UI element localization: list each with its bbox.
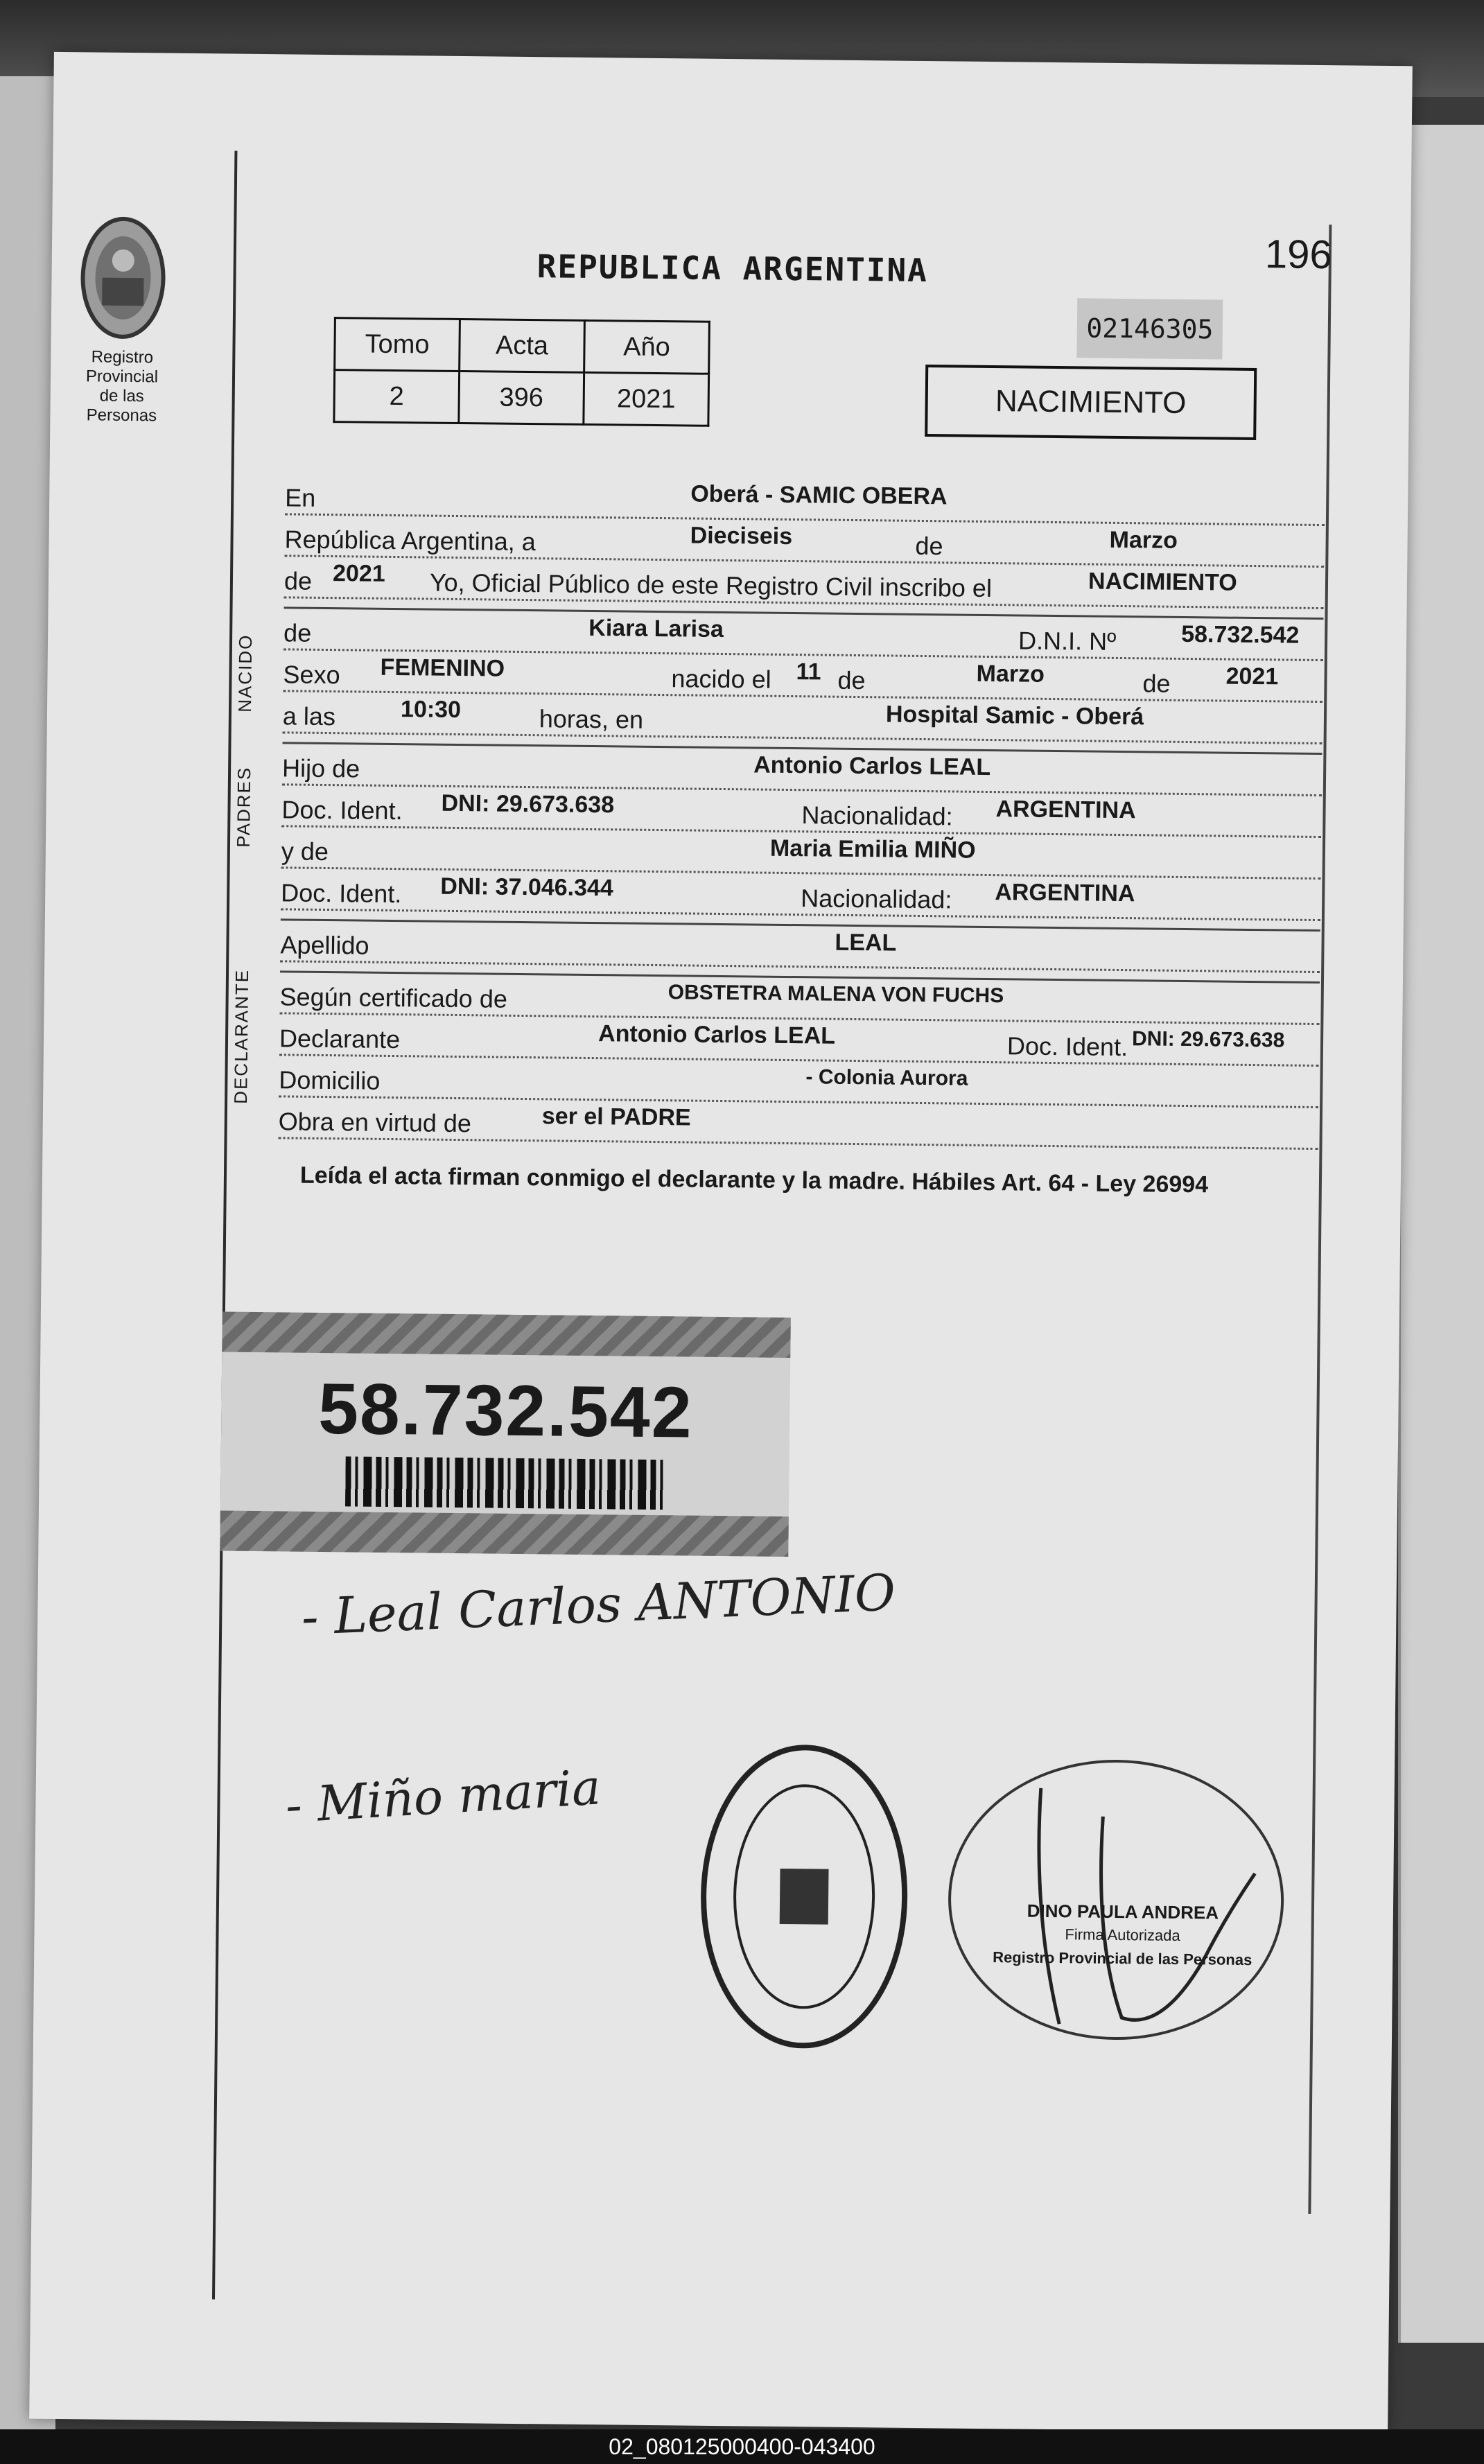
table-header-tomo: Tomo <box>335 318 460 372</box>
birth-time: 10:30 <box>400 696 462 724</box>
sex-value: FEMENINO <box>380 654 505 682</box>
de-label-3: de <box>1142 669 1171 698</box>
officer-signature-stamp <box>934 1704 1298 2068</box>
horas-label: horas, en <box>539 704 644 734</box>
officer-registry: Registro Provincial de las Personas <box>993 1948 1252 1969</box>
father-signature: - Leal Carlos ANTONIO <box>300 1563 897 1647</box>
officer-role: Firma Autorizada <box>1065 1925 1180 1944</box>
father-doc-label: Doc. Ident. <box>281 795 403 825</box>
padres-section <box>232 744 1322 921</box>
mother-doc: DNI: 37.046.344 <box>440 873 614 902</box>
table-header-acta: Acta <box>460 319 585 372</box>
sexo-label: Sexo <box>283 660 340 690</box>
birth-record-form <box>230 473 1325 1150</box>
dni-sticker-number: 58.732.542 <box>317 1368 694 1453</box>
signature-scribble-icon <box>934 1704 1298 2068</box>
registry-caption-2: de las Personas <box>86 386 157 426</box>
registry-round-stamp <box>692 1729 917 2064</box>
surname-value: LEAL <box>835 929 897 956</box>
declarante-section <box>230 968 1320 1150</box>
hijo-de-label: Hijo de <box>281 753 360 783</box>
address-value: - Colonia Aurora <box>805 1065 968 1090</box>
father-nationality-label: Nacionalidad: <box>801 801 953 831</box>
declarant-name: Antonio Carlos LEAL <box>597 1020 836 1049</box>
table-value-tomo: 2 <box>334 370 460 423</box>
province-seal <box>69 211 175 426</box>
registry-table <box>333 317 710 427</box>
father-nationality: ARGENTINA <box>995 796 1136 824</box>
sticker-band-bottom <box>220 1510 789 1557</box>
day-value: Dieciseis <box>690 522 793 550</box>
reason-value: ser el PADRE <box>541 1103 691 1131</box>
serial-stamp: 02146305 <box>1076 298 1223 359</box>
birth-day: 11 <box>796 658 821 685</box>
dni-label: D.N.I. Nº <box>1018 626 1117 656</box>
de-label-2: de <box>837 665 866 695</box>
mother-nationality: ARGENTINA <box>995 879 1135 907</box>
de-year-label: de <box>283 566 313 595</box>
child-name: Kiara Larisa <box>588 614 724 643</box>
officer-text: Yo, Oficial Público de este Registro Civil inscribo el <box>429 568 993 603</box>
place-value: Oberá - SAMIC OBERA <box>690 480 948 510</box>
year-value: 2021 <box>332 560 385 587</box>
registered-type: NACIMIENTO <box>1088 568 1237 596</box>
de-label: de <box>915 531 943 561</box>
birth-year: 2021 <box>1225 663 1279 690</box>
registry-caption-1: Registro Provincial <box>85 347 159 387</box>
nacido-side-label: NACIDO <box>234 634 256 713</box>
padres-side-label: PADRES <box>232 766 255 848</box>
table-value-ano: 2021 <box>584 372 709 426</box>
apellido-label: Apellido <box>280 930 369 960</box>
closing-statement: Leída el acta firman conmigo el declarante y la madre. Hábiles Art. 64 - Ley 26994 <box>299 1162 1209 1198</box>
barcode-icon <box>345 1456 665 1510</box>
frame-left-rule <box>212 151 237 2300</box>
nacido-el-label: nacido el <box>671 664 771 694</box>
officer-name: DINO PAULA ANDREA <box>1027 1900 1219 1923</box>
declarant-doc-label: Doc. Ident. <box>1006 1031 1128 1062</box>
mother-nationality-label: Nacionalidad: <box>800 884 952 914</box>
round-seal-icon <box>692 1729 917 2064</box>
domicilio-label: Domicilio <box>279 1065 381 1095</box>
y-de-label: y de <box>281 837 329 866</box>
declarant-doc: DNI: 29.673.638 <box>1131 1027 1285 1052</box>
certificado-label: Según certificado de <box>279 982 508 1013</box>
dni-sticker <box>220 1311 791 1557</box>
document-title: REPUBLICA ARGENTINA <box>536 247 929 290</box>
table-header-ano: Año <box>584 320 710 374</box>
mother-doc-label: Doc. Ident. <box>281 878 402 909</box>
footer-code: 02_080125000400-043400 <box>0 2429 1484 2464</box>
page-number: 196 <box>1264 231 1333 278</box>
declarante-side-label: DECLARANTE <box>230 968 253 1104</box>
declarante-label: Declarante <box>279 1024 401 1054</box>
birth-place: Hospital Samic - Oberá <box>885 701 1144 731</box>
table-value-acta: 396 <box>459 371 584 424</box>
republic-label: República Argentina, a <box>284 525 536 557</box>
month-value: Marzo <box>1109 526 1178 554</box>
act-type-box: NACIMIENTO <box>925 365 1257 440</box>
page-edge <box>1398 125 1484 2343</box>
father-name: Antonio Carlos LEAL <box>753 751 991 781</box>
obra-label: Obra en virtud de <box>278 1107 472 1138</box>
mother-name: Maria Emilia MIÑO <box>769 835 976 864</box>
coat-of-arms-icon <box>74 211 173 344</box>
mother-signature: - Miño maria <box>283 1758 602 1835</box>
nacido-de-label: de <box>283 618 312 647</box>
birth-month: Marzo <box>976 660 1045 688</box>
father-doc: DNI: 29.673.638 <box>441 789 615 819</box>
child-dni: 58.732.542 <box>1181 620 1300 649</box>
nacido-section <box>234 609 1324 744</box>
sticker-band-top <box>222 1311 791 1358</box>
document-page <box>29 52 1413 2433</box>
en-label: En <box>285 483 316 512</box>
certificate-value: OBSTETRA MALENA VON FUCHS <box>667 981 1004 1008</box>
a-las-label: a las <box>282 701 336 731</box>
